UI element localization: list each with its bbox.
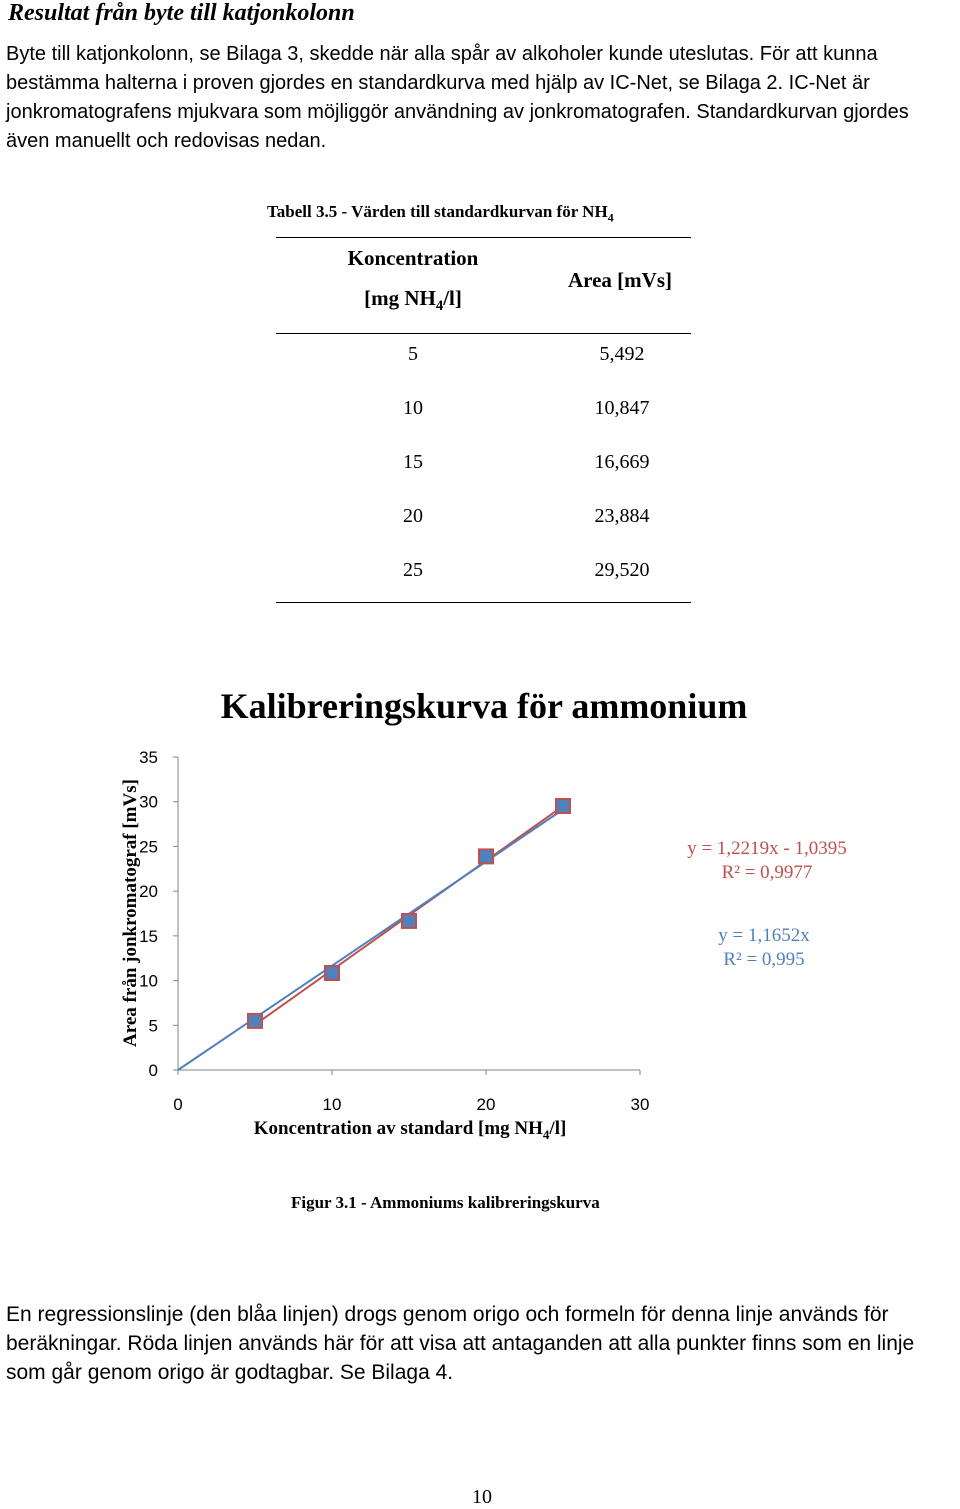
table-cell-area: 16,669: [594, 451, 650, 473]
section-title: Resultat från byte till katjonkolonn: [8, 0, 355, 26]
x-tick-label: 0: [173, 1095, 183, 1114]
x-tick-label: 30: [630, 1095, 650, 1114]
table-caption-subscript: 4: [607, 210, 614, 225]
table-cell-area: 23,884: [594, 505, 650, 527]
chart-title: Kalibreringskurva för ammonium: [220, 686, 748, 726]
x-axis-label: Koncentration av standard [mg $NH_4/l$]: [253, 1118, 567, 1142]
data-point: [479, 849, 493, 863]
table-cell-concentration: 5: [408, 343, 418, 365]
y-tick-label: 10: [139, 971, 158, 991]
page-number: 10: [472, 1486, 492, 1508]
y-tick-label: 35: [139, 748, 158, 767]
data-point: [325, 966, 339, 980]
table-cell-concentration: 20: [403, 505, 423, 527]
x-tick-label: 10: [322, 1095, 342, 1114]
outro-paragraph: En regressionslinje (den blåa linjen) drogs genom origo och formeln för denna linje används för beräkningar. Röda linjen används här för att visa att antaganden att alla punkter finns som en linje som går genom origo är godtagbar. Se Bilaga 4.: [6, 1303, 915, 1384]
trendline-red-equation: y = 1,2219x - 1,0395: [687, 838, 847, 859]
data-point: [402, 914, 416, 928]
table-cell-concentration: 15: [403, 451, 423, 473]
y-tick-label: 20: [139, 882, 158, 902]
trendline-blue-equation: y = 1,1652x: [718, 925, 810, 946]
table-cell-area: 29,520: [594, 559, 650, 581]
table-cell-area: 10,847: [594, 397, 650, 419]
figure-caption: Figur 3.1 - Ammoniums kalibreringskurva: [291, 1193, 600, 1212]
table-header-area: Area [mVs]: [568, 268, 672, 292]
y-tick-label: 30: [139, 792, 158, 812]
table-caption-text: Tabell 3.5 - Värden till standardkurvan för NH: [267, 202, 608, 221]
intro-paragraph: Byte till katjonkolonn, se Bilaga 3, skedde när alla spår av alkoholer kunde uteslutas. För att kunna bestämma halterna i proven gjordes en standardkurva med hjälp av IC-Net, se Bilaga 2. IC-Net är jonkromatografens mjukvara som möjliggör användning av jonkromatografen. Standardkurvan gjordes även manuellt och redovisas nedan.: [6, 43, 909, 152]
table-cell-area: 5,492: [599, 343, 645, 365]
y-axis-label: Area från jonkromatograf [mVs]: [120, 779, 141, 1047]
trendline-blue-r2: R² = 0,995: [723, 949, 805, 970]
table-cell-concentration: 10: [403, 397, 423, 419]
y-tick-label: 0: [148, 1061, 158, 1080]
trendline-blue: [178, 809, 563, 1070]
y-tick-label: 5: [148, 1016, 158, 1036]
y-tick-label: 25: [139, 837, 158, 857]
data-point: [248, 1014, 262, 1028]
table-cell-concentration: 25: [403, 559, 423, 581]
y-tick-label: 15: [139, 926, 158, 946]
header-concentration-line2: [mg $NH_4/l$]: [364, 286, 462, 315]
data-point: [556, 799, 570, 813]
x-tick-label: 20: [476, 1095, 496, 1114]
trendline-red-r2: R² = 0,9977: [721, 862, 813, 883]
header-concentration-line1: Koncentration: [347, 246, 479, 270]
